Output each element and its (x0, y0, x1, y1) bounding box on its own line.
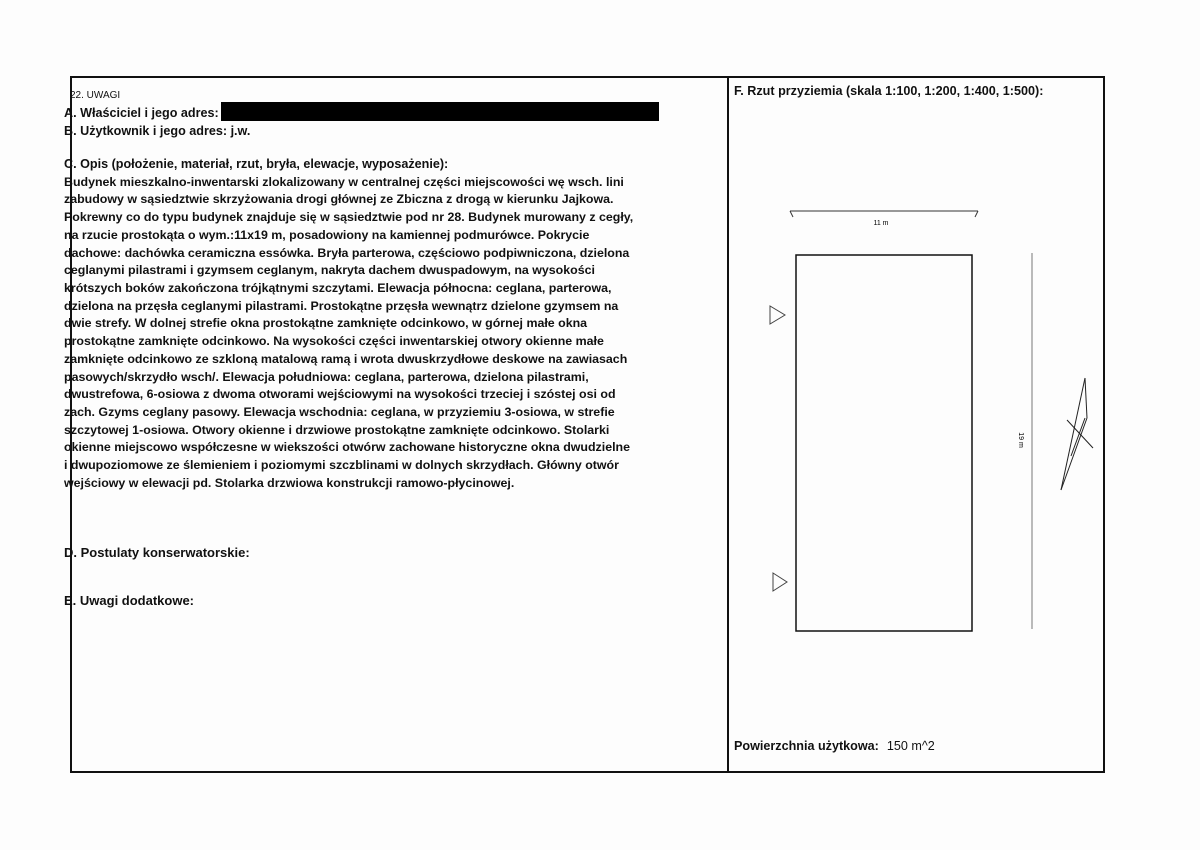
description-line: okienne miejscowo współczesne w wiekszości otwórw zachowane historyczne okna dwudzielne (64, 440, 630, 455)
user-value: j.w. (230, 123, 251, 138)
usable-area-label: Powierzchnia użytkowa: (734, 739, 879, 753)
usable-area-value: 150 m^2 (886, 739, 935, 753)
description-line: Pokrewny co do typu budynek znajduje się w sąsiedztwie pod nr 28. Budynek murowany z cegły, (64, 210, 634, 225)
owner-label: A. Właściciel i jego adres: (64, 106, 219, 120)
entrance-marker (770, 306, 785, 324)
description-text (64, 174, 726, 493)
description-line: dwie strefy. W dolnej strefie okna prostokątne zamknięte odcinkowo, w górnej małe okna (64, 316, 588, 331)
floor-plan-title: F. Rzut przyziemia (skala 1:100, 1:200, 1:400, 1:500): (734, 84, 1044, 98)
description-line: prostokątne zamknięte odcinkowo. Na wysokości części inwentarskiej otwory okienne małe (64, 334, 604, 349)
user-row (64, 123, 726, 141)
description-line: i dwupoziomowe ze ślemieniem i poziomymi szczblinami w dolnych skrzydłach. Główny otwór (64, 458, 619, 473)
description-line: Budynek mieszkalno-inwentarski zlokalizowany w centralnej części miejscowości wę wsch. lini (64, 174, 624, 189)
building-outline (796, 255, 972, 631)
description-line: dwustrefowa, 6-osiowa z dwoma otworami wejściowymi na wysokości trzeciej i szóstej osi od (64, 387, 616, 402)
owner-row (64, 102, 726, 123)
description-line: na rzucie prostokąta o wym.:11x19 m, posadowiony na kamiennej podmurówce. Pokrycie (64, 227, 590, 242)
description-line: dachowe: dachówka ceramiczna essówka. Bryła parterowa, częściowo podpiwniczona, dzielona (64, 245, 630, 260)
additional-remarks-label: E. Uwagi dodatkowe: (64, 593, 195, 609)
description-line: dzielona na przęsła ceglanymi pilastrami. Prostokątne przęsła wewnątrz dzielone gzymsem na (64, 298, 619, 313)
description-line: zach. Gzyms ceglany pasowy. Elewacja wschodnia: ceglana, w przyziemiu 3-osiowa, w strefie (64, 404, 615, 419)
floor-plan-drawing (729, 190, 1105, 660)
postulates-label: D. Postulaty konserwatorskie: (64, 545, 250, 561)
section-number: 22. UWAGI (70, 90, 121, 101)
description-line: zabudowy w sąsiedztwie skrzyżowania drogi głównej ze Zbiczna z drogą w kierunku Jajkowa. (64, 192, 614, 207)
entrance-marker (773, 573, 787, 591)
description-heading: C. Opis (położenie, materiał, rzut, bryła, elewacje, wyposażenie): (64, 157, 449, 172)
description-line: zamknięte odcinkowo ze szkloną matalową ramą i wrota dwuskrzydłowe deskowe na zawiasach (64, 351, 628, 366)
usable-area (734, 739, 935, 753)
description-line: ceglanymi pilastrami i gzymsem ceglanym, nakryta dachem dwuspadowym, na wysokości (64, 263, 595, 278)
description-line: krótszych boków zakończona trójkątnymi szczytami. Elewacja północna: ceglana, parterowa, (64, 281, 612, 295)
floor-plan-column (734, 84, 1102, 98)
description-line: szczytowej 1-osiowa. Otwory okienne i drzwiowe prostokątne zamknięte odcinkowo. Stolarki (64, 422, 610, 437)
user-label: B. Użytkownik i jego adres: (64, 123, 228, 138)
redacted-owner-address (221, 102, 659, 121)
description-line: wejściowy w elewacji pd. Stolarka drzwiowa konstrukcji ramowo-płycinowej. (64, 475, 515, 490)
length-dimension-label: 19 m (1017, 432, 1024, 448)
remarks-column (64, 90, 726, 610)
description-line: pasowych/skrzydło wsch/. Elewacja południowa: ceglana, parterowa, dzielona pilastrami, (64, 369, 589, 384)
width-dimension-label: 11 m (873, 220, 889, 227)
